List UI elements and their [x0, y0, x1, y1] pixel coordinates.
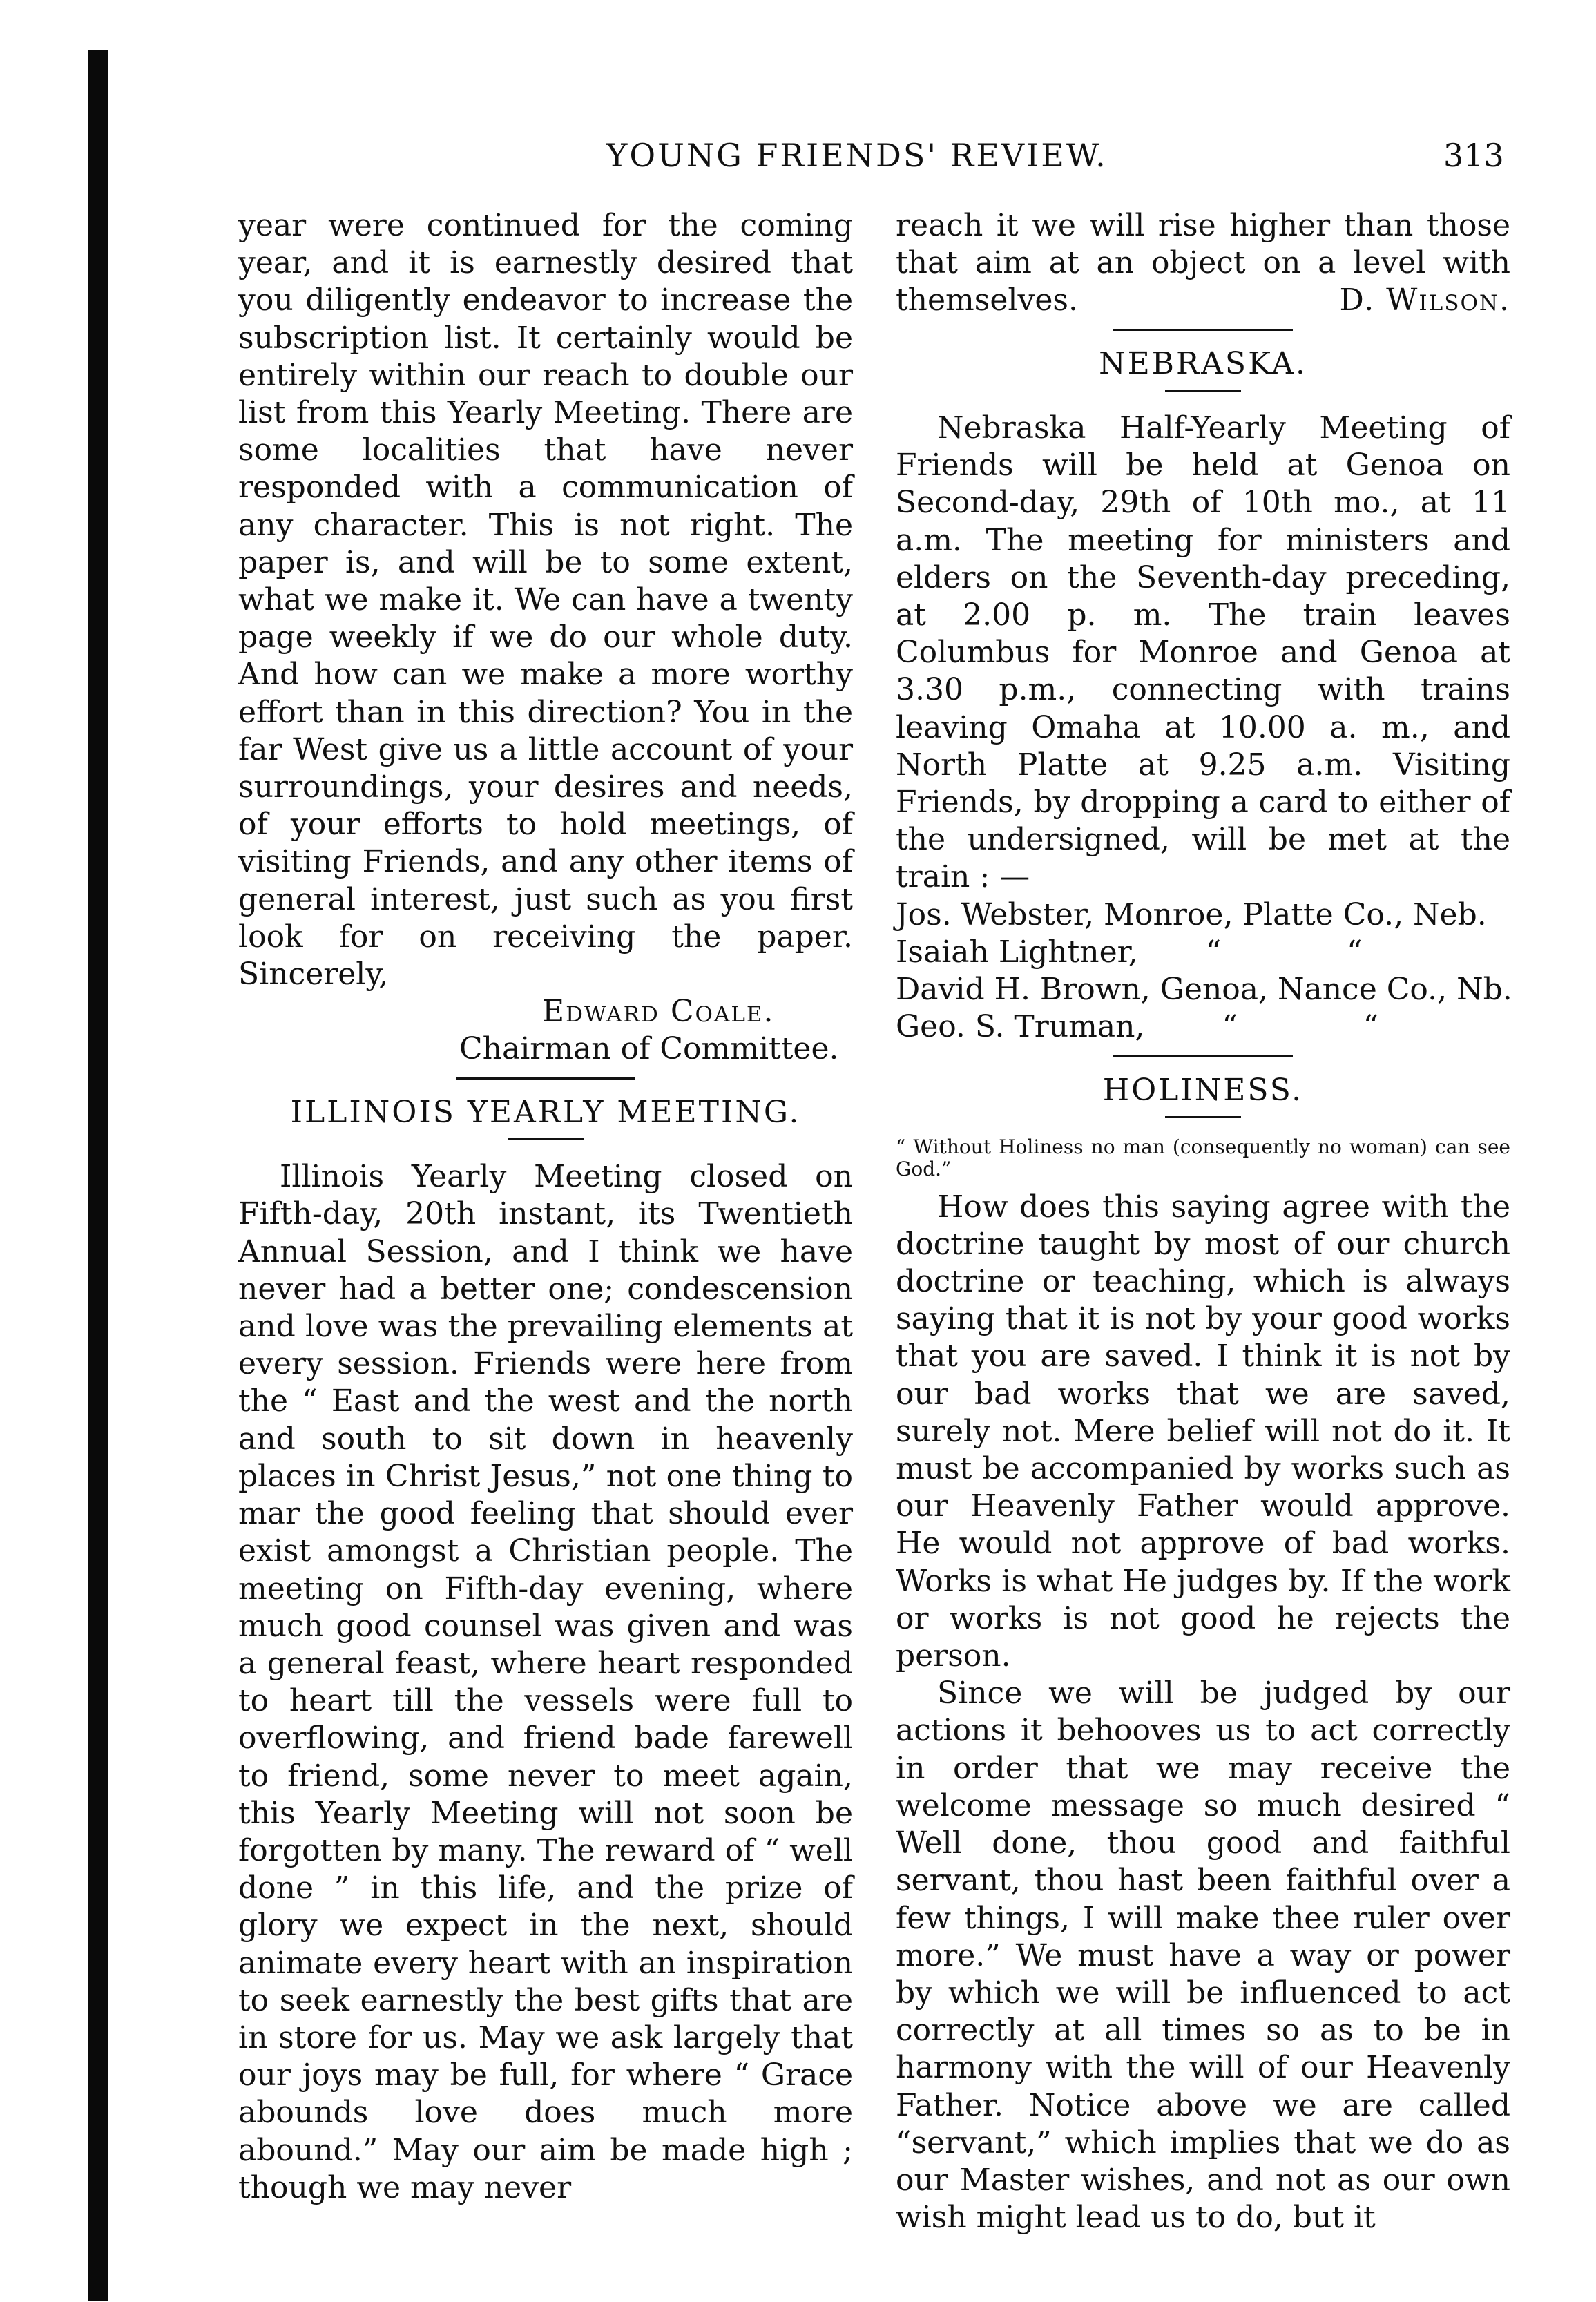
- contact-line: Geo. S. Truman, “ “: [896, 1008, 1379, 1044]
- section-divider: [456, 1077, 635, 1080]
- section-heading-nebraska: NEBRASKA.: [1099, 346, 1307, 381]
- continuation-text: reach it we will rise higher than those that aim at an object on a level with themselves.: [896, 208, 1510, 318]
- illinois-paragraph: Illinois Yearly Meeting closed on Fifth-day, 20th instant, its Twentieth Annual Session, and I think we have never had a better one; condescension and love was the prevailing elements at every session. Friends were here from the “ East and the west and the north and south to sit down in heavenly places in Christ Jesus,” not one thing to mar the good feeling that should ever exist amongst a Christian people. The meeting on Fifth-day evening, where much good counsel was given and was a general feast, where heart responded to heart till the vessels were full to overflowing, and friend bade farewell to friend, some never to meet again, this Yearly Meeting will not soon be forgotten by many. The reward of “ well done ” in this life, and the prize of glory we expect in the next, should animate every heart with an inspiration to seek earnestly the best gifts that are in store for us. May we ask largely that our joys may be full, for where “ Grace abounds love does much more abound.” May our aim be made high ; though we may never: [238, 1159, 853, 2205]
- letter-paragraph: year were continued for the coming year, and it is earnestly desired that you diligently endeavor to increase the subscription list. It certainly would be entirely within our reach to double our list from this Yearly Meeting. There are some localities that have never responded with a communication of any character. This is not right. The paper is, and will be to some extent, what we make it. We can have a twenty page weekly if we do our whole duty. And how can we make a more worthy effort than in this direction? You in the far West give us a little account of your surroundings, your desires and needs, of your efforts to hold meetings, of visiting Friends, and any other items of general interest, just such as you first look for on receiving the paper. Sincerely,: [238, 208, 853, 992]
- page-header: [0, 137, 1596, 185]
- section-heading-illinois: ILLINOIS YEARLY MEETING.: [290, 1095, 801, 1131]
- section-divider: [1113, 1055, 1293, 1057]
- page-number: 313: [1443, 137, 1504, 174]
- section-divider: [1113, 329, 1293, 331]
- heading-rule: [508, 1138, 584, 1140]
- contact-line: David H. Brown, Genoa, Nance Co., Nb.: [896, 971, 1512, 1007]
- nebraska-paragraph: Nebraska Half-Yearly Meeting of Friends will be held at Genoa on Second-day, 29th of 10th mo., at 11 a.m. The meeting for ministers and elders on the Seventh-day preceding, at 2.00 p. m. The train leaves Columbus for Monroe and Genoa at 3.30 p.m., connecting with trains leaving Omaha at 10.00 a. m., and North Platte at 9.25 a.m. Visiting Friends, by dropping a card to either of the undersigned, will be met at the train : —: [896, 410, 1510, 895]
- running-title: YOUNG FRIENDS' REVIEW.: [606, 137, 1108, 174]
- continuation-author: D. Wilson.: [1339, 282, 1510, 318]
- continuation-paragraph: [896, 207, 1510, 319]
- scan-binding-shadow: [88, 50, 108, 2301]
- left-column: [238, 207, 853, 2207]
- holiness-paragraph: Since we will be judged by our actions it behooves us to act correctly in order that we may receive the welcome message so much desired “ Well done, thou good and faithful servant, thou hast been faithful over a few things, I will make thee ruler over more.” We must have a way or power by which we will be influenced to act correctly at all times so as to be in harmony with the will of our Heavenly Father. Notice above we are called “servant,” which implies that we do as our Master wishes, and not as our own wish might lead us to do, but it: [896, 1676, 1510, 2236]
- heading-rule: [1165, 1116, 1241, 1118]
- signature-name: Edward Coale.: [542, 994, 775, 1030]
- contact-line: Jos. Webster, Monroe, Platte Co., Neb.: [896, 896, 1487, 932]
- signature-title: Chairman of Committee.: [459, 1031, 839, 1067]
- section-heading-holiness: HOLINESS.: [1102, 1072, 1304, 1108]
- heading-rule: [1165, 390, 1241, 392]
- holiness-epigraph: “ Without Holiness no man (consequently no woman) can see God.”: [896, 1135, 1510, 1180]
- holiness-paragraph: How does this saying agree with the doctrine taught by most of our church doctrine or teaching, which is always saying that it is not by your good works that you are saved. I think it is not by our bad works that we are saved, surely not. Mere belief will not do it. It must be accompanied by works such as our Heavenly Father would approve. He would not approve of bad works. Works is what He judges by. If the work or works is not good he rejects the person.: [896, 1189, 1510, 1674]
- contact-line: Isaiah Lightner, “ “: [896, 934, 1363, 970]
- contact-list: [896, 896, 1510, 1046]
- right-column: [896, 207, 1510, 2236]
